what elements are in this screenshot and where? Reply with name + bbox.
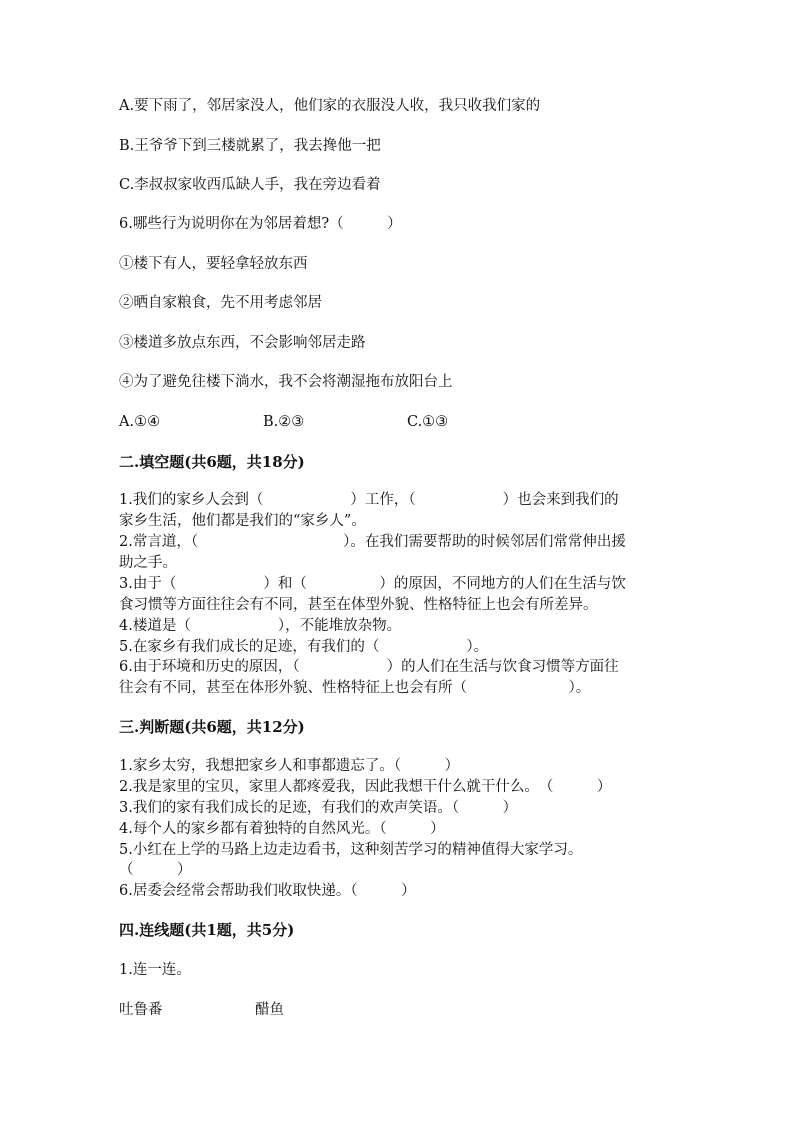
match-left-item: 吐鲁番 bbox=[119, 1002, 163, 1018]
section2-line-10: 往会有不同，甚至在体形外貌、性格特征上也会有所（ ）。 bbox=[119, 680, 591, 696]
section2-line-4: 助之手。 bbox=[119, 555, 177, 571]
section2-line-5: 3.由于（ ）和（ ）的原因，不同地方的人们在生活与饮 bbox=[119, 576, 626, 592]
section2-line-6: 食习惯等方面往往会有不同，甚至在体型外貌、性格特征上也会有所差异。 bbox=[119, 597, 598, 613]
q6-choice-a: A.①④ bbox=[119, 414, 161, 430]
section2-line-1: 1.我们的家乡人会到（ ）工作，（ ）也会来到我们的 bbox=[119, 492, 619, 508]
section4-heading: 四.连线题(共1题，共5分) bbox=[119, 921, 295, 939]
q6-item-3: ③楼道多放点东西，不会影响邻居走路 bbox=[119, 335, 366, 351]
section2-line-7: 4.楼道是（ ），不能堆放杂物。 bbox=[119, 618, 402, 634]
section3-heading: 三.判断题(共6题，共12分) bbox=[119, 718, 305, 736]
q5-option-a: A.要下雨了，邻居家没人，他们家的衣服没人收，我只收我们家的 bbox=[119, 98, 541, 114]
q6-item-1: ①楼下有人，要轻拿轻放东西 bbox=[119, 256, 308, 272]
section3-line-6: （ ） bbox=[119, 862, 192, 878]
q6-item-4: ④为了避免往楼下淌水，我不会将潮湿拖布放阳台上 bbox=[119, 374, 453, 390]
section3-line-2: 2.我是家里的宝贝，家里人都疼爱我，因此我想干什么就干什么。 （ ） bbox=[119, 779, 612, 795]
section3-line-7: 6.居委会经常会帮助我们收取快递。（ ） bbox=[119, 883, 416, 899]
q6-question: 6.哪些行为说明你在为邻居着想?（ ） bbox=[119, 216, 402, 232]
match-right-item: 醋鱼 bbox=[255, 1002, 284, 1018]
section2-line-9: 6.由于环境和历史的原因，（ ）的人们在生活与饮食习惯等方面往 bbox=[119, 659, 619, 675]
section4-question: 1.连一连。 bbox=[119, 962, 191, 978]
section2-line-3: 2.常言道，（ ）。在我们需要帮助的时候邻居们常常伸出援 bbox=[119, 534, 626, 550]
q6-choice-c: C.①③ bbox=[407, 414, 449, 430]
q6-item-2: ②晒自家粮食，先不用考虑邻居 bbox=[119, 295, 322, 311]
section2-line-8: 5.在家乡有我们成长的足迹，有我们的（ ）。 bbox=[119, 639, 489, 655]
section3-line-5: 5.小红在上学的马路上边走边看书，这种刻苦学习的精神值得大家学习。 bbox=[119, 842, 583, 858]
q5-option-c: C.李叔叔家收西瓜缺人手，我在旁边看着 bbox=[119, 177, 381, 193]
section3-line-3: 3.我们的家有我们成长的足迹，有我们的欢声笑语。（ ） bbox=[119, 800, 518, 816]
section3-line-4: 4.每个人的家乡都有着独特的自然风光。（ ） bbox=[119, 821, 445, 837]
section2-heading: 二.填空题(共6题，共18分) bbox=[119, 453, 305, 471]
section3-line-1: 1.家乡太穷，我想把家乡人和事都遗忘了。（ ） bbox=[119, 758, 460, 774]
q5-option-b: B.王爷爷下到三楼就累了，我去搀他一把 bbox=[119, 138, 381, 154]
q6-choice-b: B.②③ bbox=[263, 414, 305, 430]
section2-line-2: 家乡生活，他们都是我们的“家乡人”。 bbox=[119, 513, 366, 529]
